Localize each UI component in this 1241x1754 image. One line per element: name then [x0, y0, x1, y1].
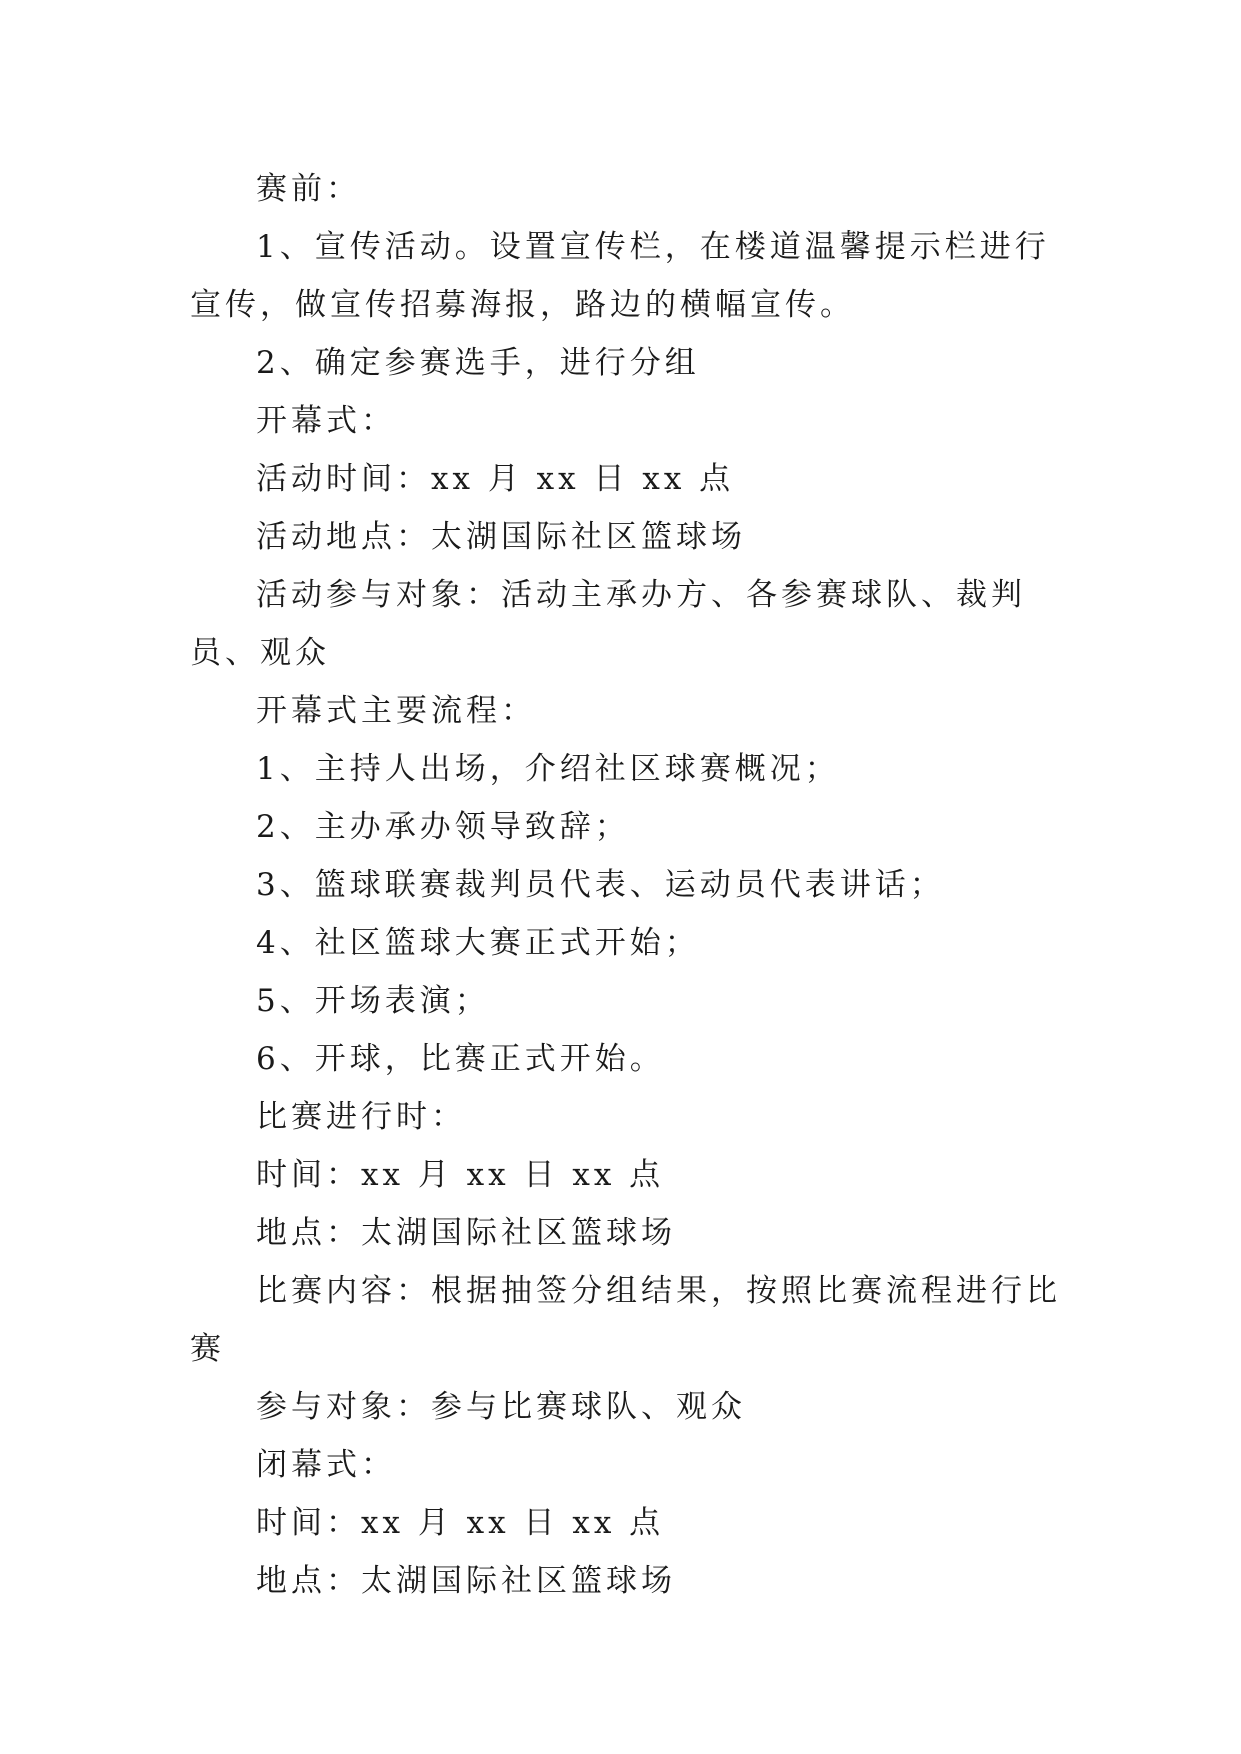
paragraph-grouping: 2、确定参赛选手，进行分组 [256, 345, 700, 381]
section-heading-opening: 开幕式： [256, 403, 396, 439]
section-heading-closing: 闭幕式： [256, 1447, 396, 1483]
list-item-speech: 2、主办承办领导致辞； [256, 809, 630, 845]
document-body [190, 160, 1070, 1610]
paragraph-match-location: 地点：太湖国际社区篮球场 [256, 1215, 676, 1251]
paragraph-closing-location: 地点：太湖国际社区篮球场 [256, 1563, 676, 1599]
paragraph-opening-participants: 活动参与对象：活动主承办方、各参赛球队、裁判员、观众 [190, 577, 1026, 671]
paragraph-match-time: 时间：xx 月 xx 日 xx 点 [256, 1157, 665, 1193]
section-heading-in-progress: 比赛进行时： [256, 1099, 466, 1135]
paragraph-opening-location: 活动地点：太湖国际社区篮球场 [256, 519, 746, 555]
list-item-performance: 5、开场表演； [256, 983, 490, 1019]
paragraph-opening-time: 活动时间：xx 月 xx 日 xx 点 [256, 461, 735, 497]
paragraph-closing-time: 时间：xx 月 xx 日 xx 点 [256, 1505, 665, 1541]
paragraph-match-content: 比赛内容：根据抽签分组结果，按照比赛流程进行比赛 [190, 1273, 1061, 1367]
paragraph-promotion: 1、宣传活动。设置宣传栏，在楼道温馨提示栏进行宣传，做宣传招募海报，路边的横幅宣传。 [190, 229, 1050, 323]
list-item-tipoff: 6、开球，比赛正式开始。 [256, 1041, 665, 1077]
paragraph-match-participants: 参与对象：参与比赛球队、观众 [256, 1389, 746, 1425]
section-heading-pre-match: 赛前： [256, 171, 361, 207]
list-item-representatives: 3、篮球联赛裁判员代表、运动员代表讲话； [256, 867, 945, 903]
section-heading-opening-process: 开幕式主要流程： [256, 693, 536, 729]
list-item-host: 1、主持人出场，介绍社区球赛概况； [256, 751, 840, 787]
list-item-start: 4、社区篮球大赛正式开始； [256, 925, 700, 961]
